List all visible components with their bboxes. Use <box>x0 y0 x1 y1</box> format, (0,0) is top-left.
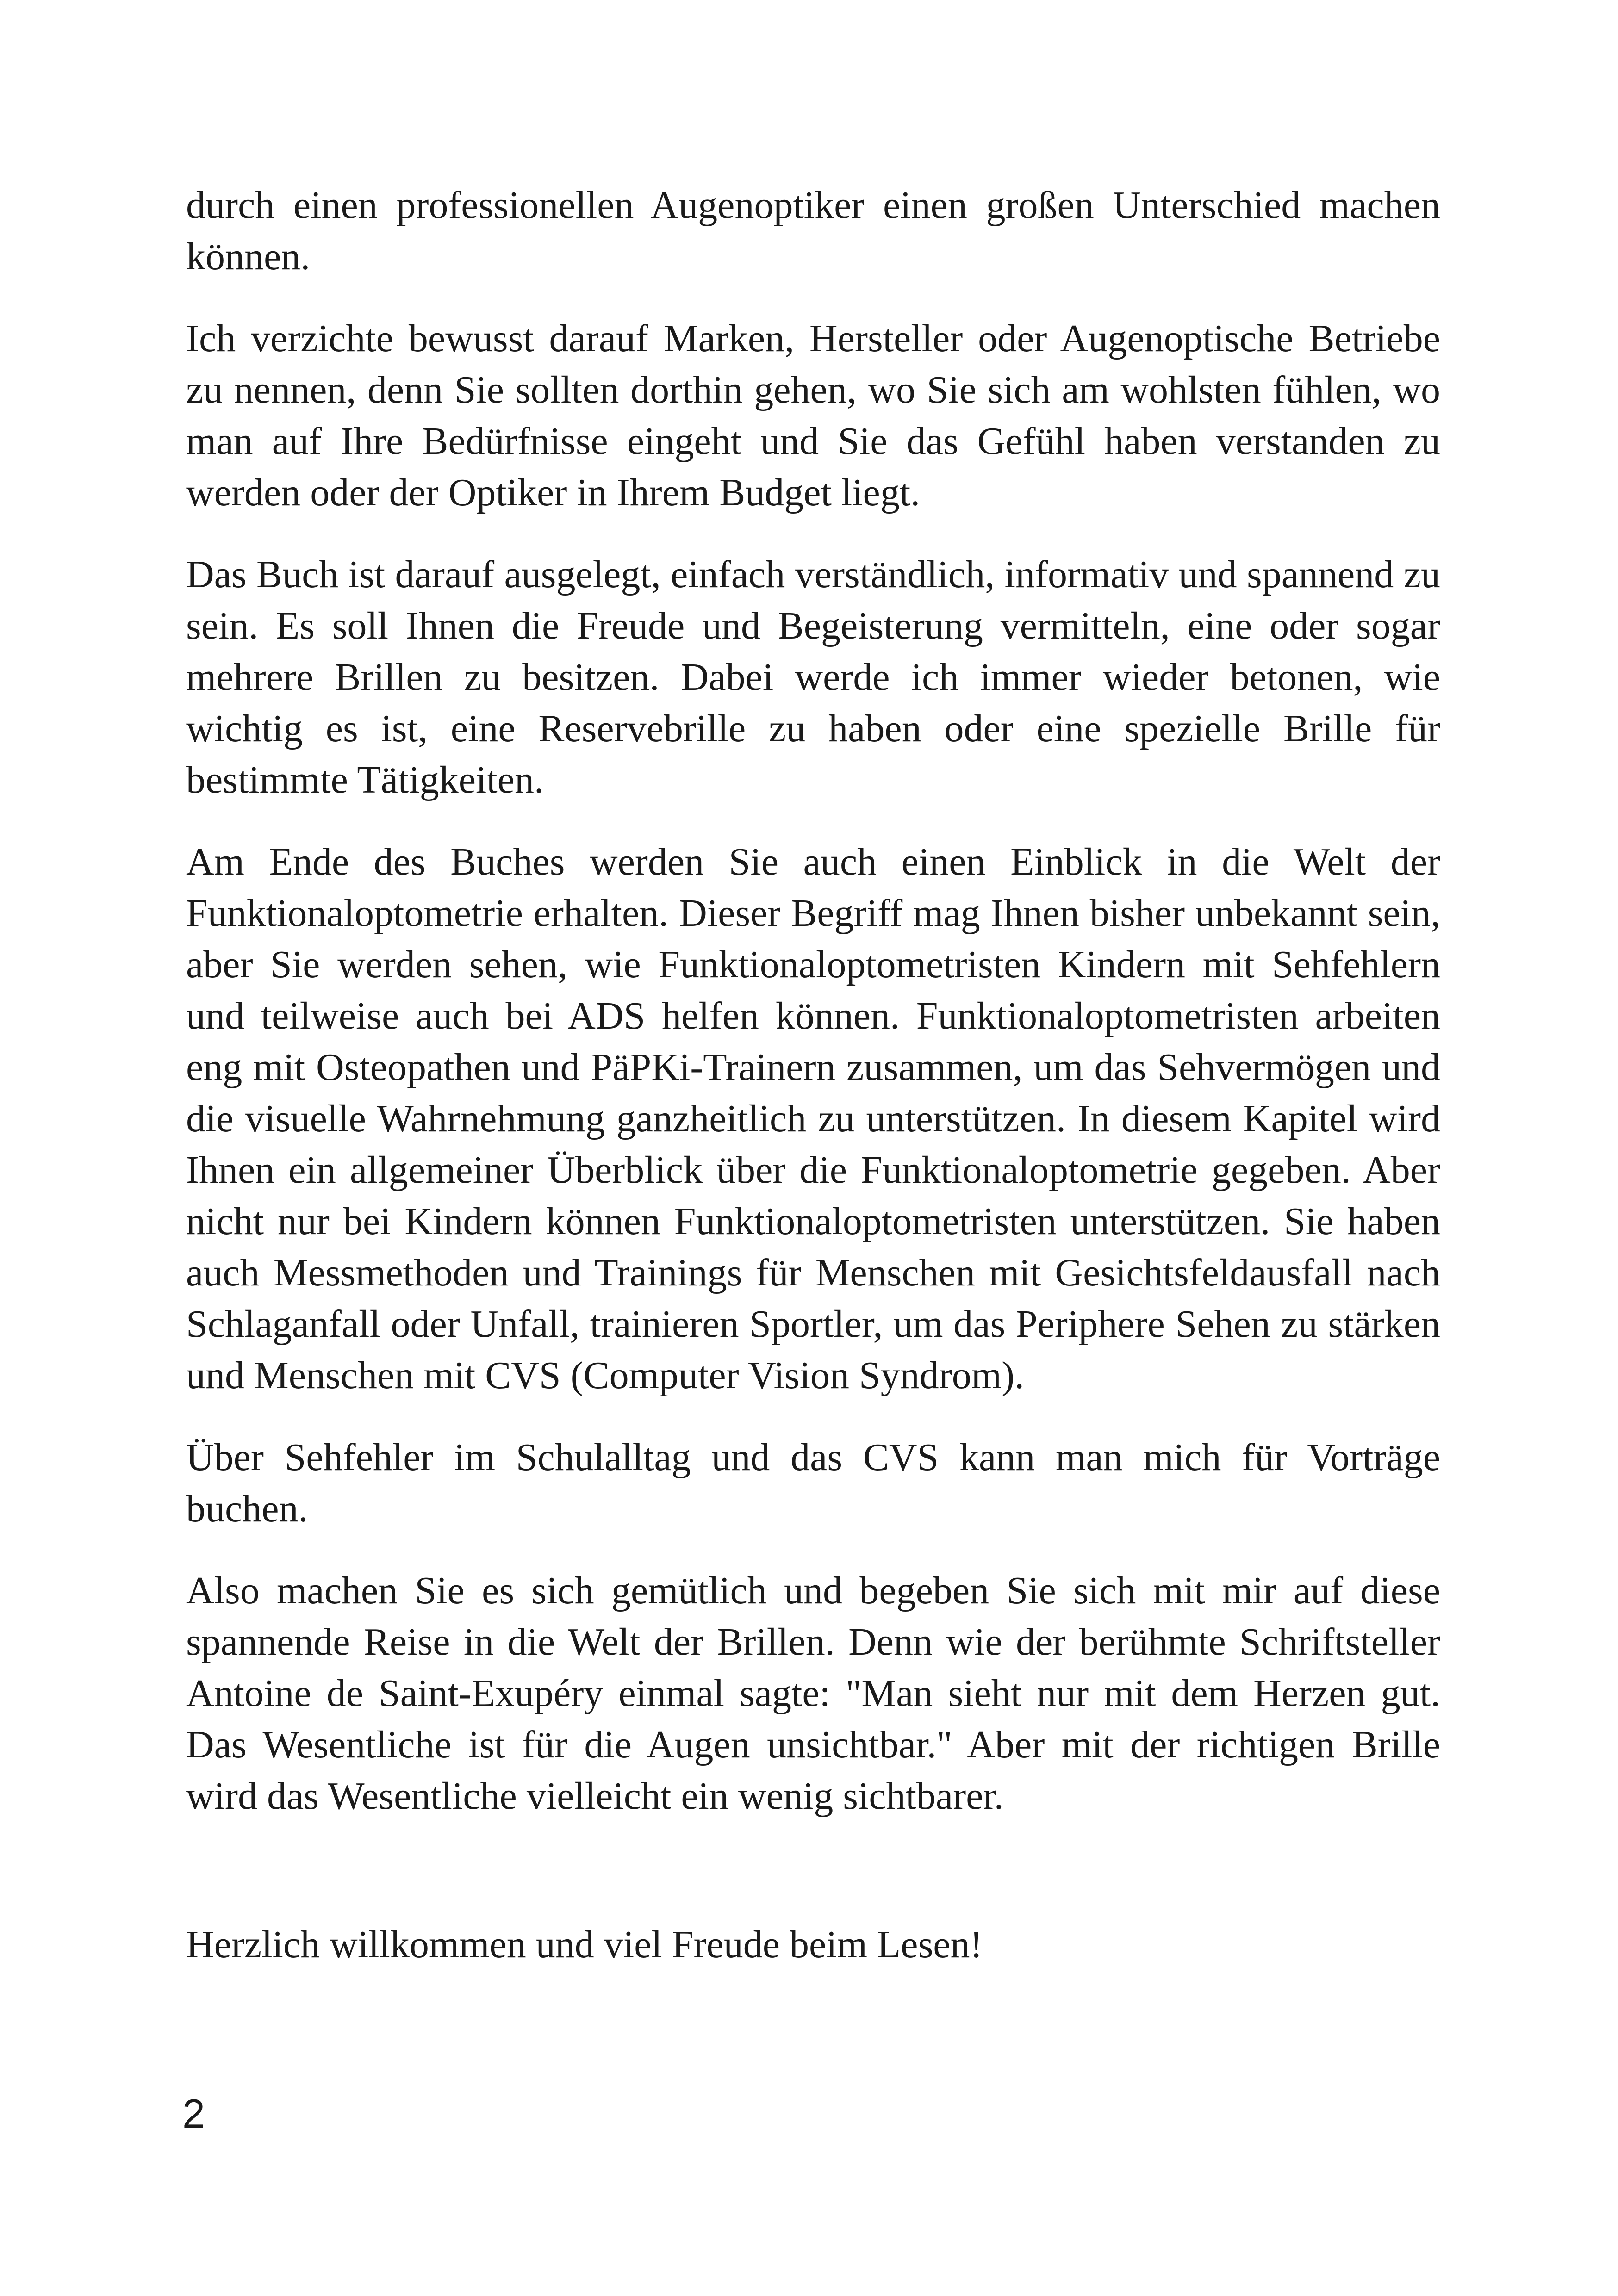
paragraph-6: Also machen Sie es sich gemütlich und begeben Sie sich mit mir auf diese spannende Reise in die Welt der Brillen. Denn wie der berühmte Schriftsteller Antoine de Saint-Exupéry einmal sagte: "Man sieht nur mit dem Herzen gut. Das Wesentliche ist für die Augen unsichtbar." Aber mit der richtigen Brille wird das Wesentliche vielleicht ein wenig sichtbarer. <box>186 1569 1440 1818</box>
closing-line: Herzlich willkommen und viel Freude beim Lesen! <box>186 1923 983 1966</box>
paragraph-2: Ich verzichte bewusst darauf Marken, Hersteller oder Augenoptische Betriebe zu nennen, denn Sie sollten dorthin gehen, wo Sie sich am wohlsten fühlen, wo man auf Ihre Bedürfnisse eingeht und Sie das Gefühl haben verstanden zu werden oder der Optiker in Ihrem Budget liegt. <box>186 317 1440 514</box>
paragraph-3: Das Buch ist darauf ausgelegt, einfach verständlich, informativ und spannend zu sein. Es soll Ihnen die Freude und Begeisterung vermitteln, eine oder sogar mehrere Brillen zu besitzen. Dabei werde ich immer wieder betonen, wie wichtig es ist, eine Reservebrille zu haben oder eine spezielle Brille für bestimmte Tätigkeiten. <box>186 553 1440 801</box>
paragraph-4: Am Ende des Buches werden Sie auch einen Einblick in die Welt der Funktionaloptometrie erhalten. Dieser Begriff mag Ihnen bisher unbekannt sein, aber Sie werden sehen, wie Funktionaloptometristen Kindern mit Sehfehlern und teilweise auch bei ADS helfen können. Funktionaloptometristen arbeiten eng mit Osteopathen und PäPKi-Trainern zusammen, um das Sehvermögen und die visuelle Wahrnehmung ganzheitlich zu unterstützen. In diesem Kapitel wird Ihnen ein allgemeiner Überblick über die Funktionaloptometrie gegeben. Aber nicht nur bei Kindern können Funktionaloptometristen unterstützen. Sie haben auch Messmethoden und Trainings für Menschen mit Gesichtsfeldausfall nach Schlaganfall oder Unfall, trainieren Sportler, um das Periphere Sehen zu stärken und Menschen mit CVS (Computer Vision Syndrom). <box>186 840 1440 1397</box>
paragraph-5: Über Sehfehler im Schulalltag und das CVS kann man mich für Vorträge buchen. <box>186 1436 1440 1530</box>
body-text <box>186 180 1440 2001</box>
paragraph-1: durch einen professionellen Augenoptiker einen großen Unterschied machen können. <box>186 184 1440 278</box>
page-number: 2 <box>182 2091 205 2136</box>
